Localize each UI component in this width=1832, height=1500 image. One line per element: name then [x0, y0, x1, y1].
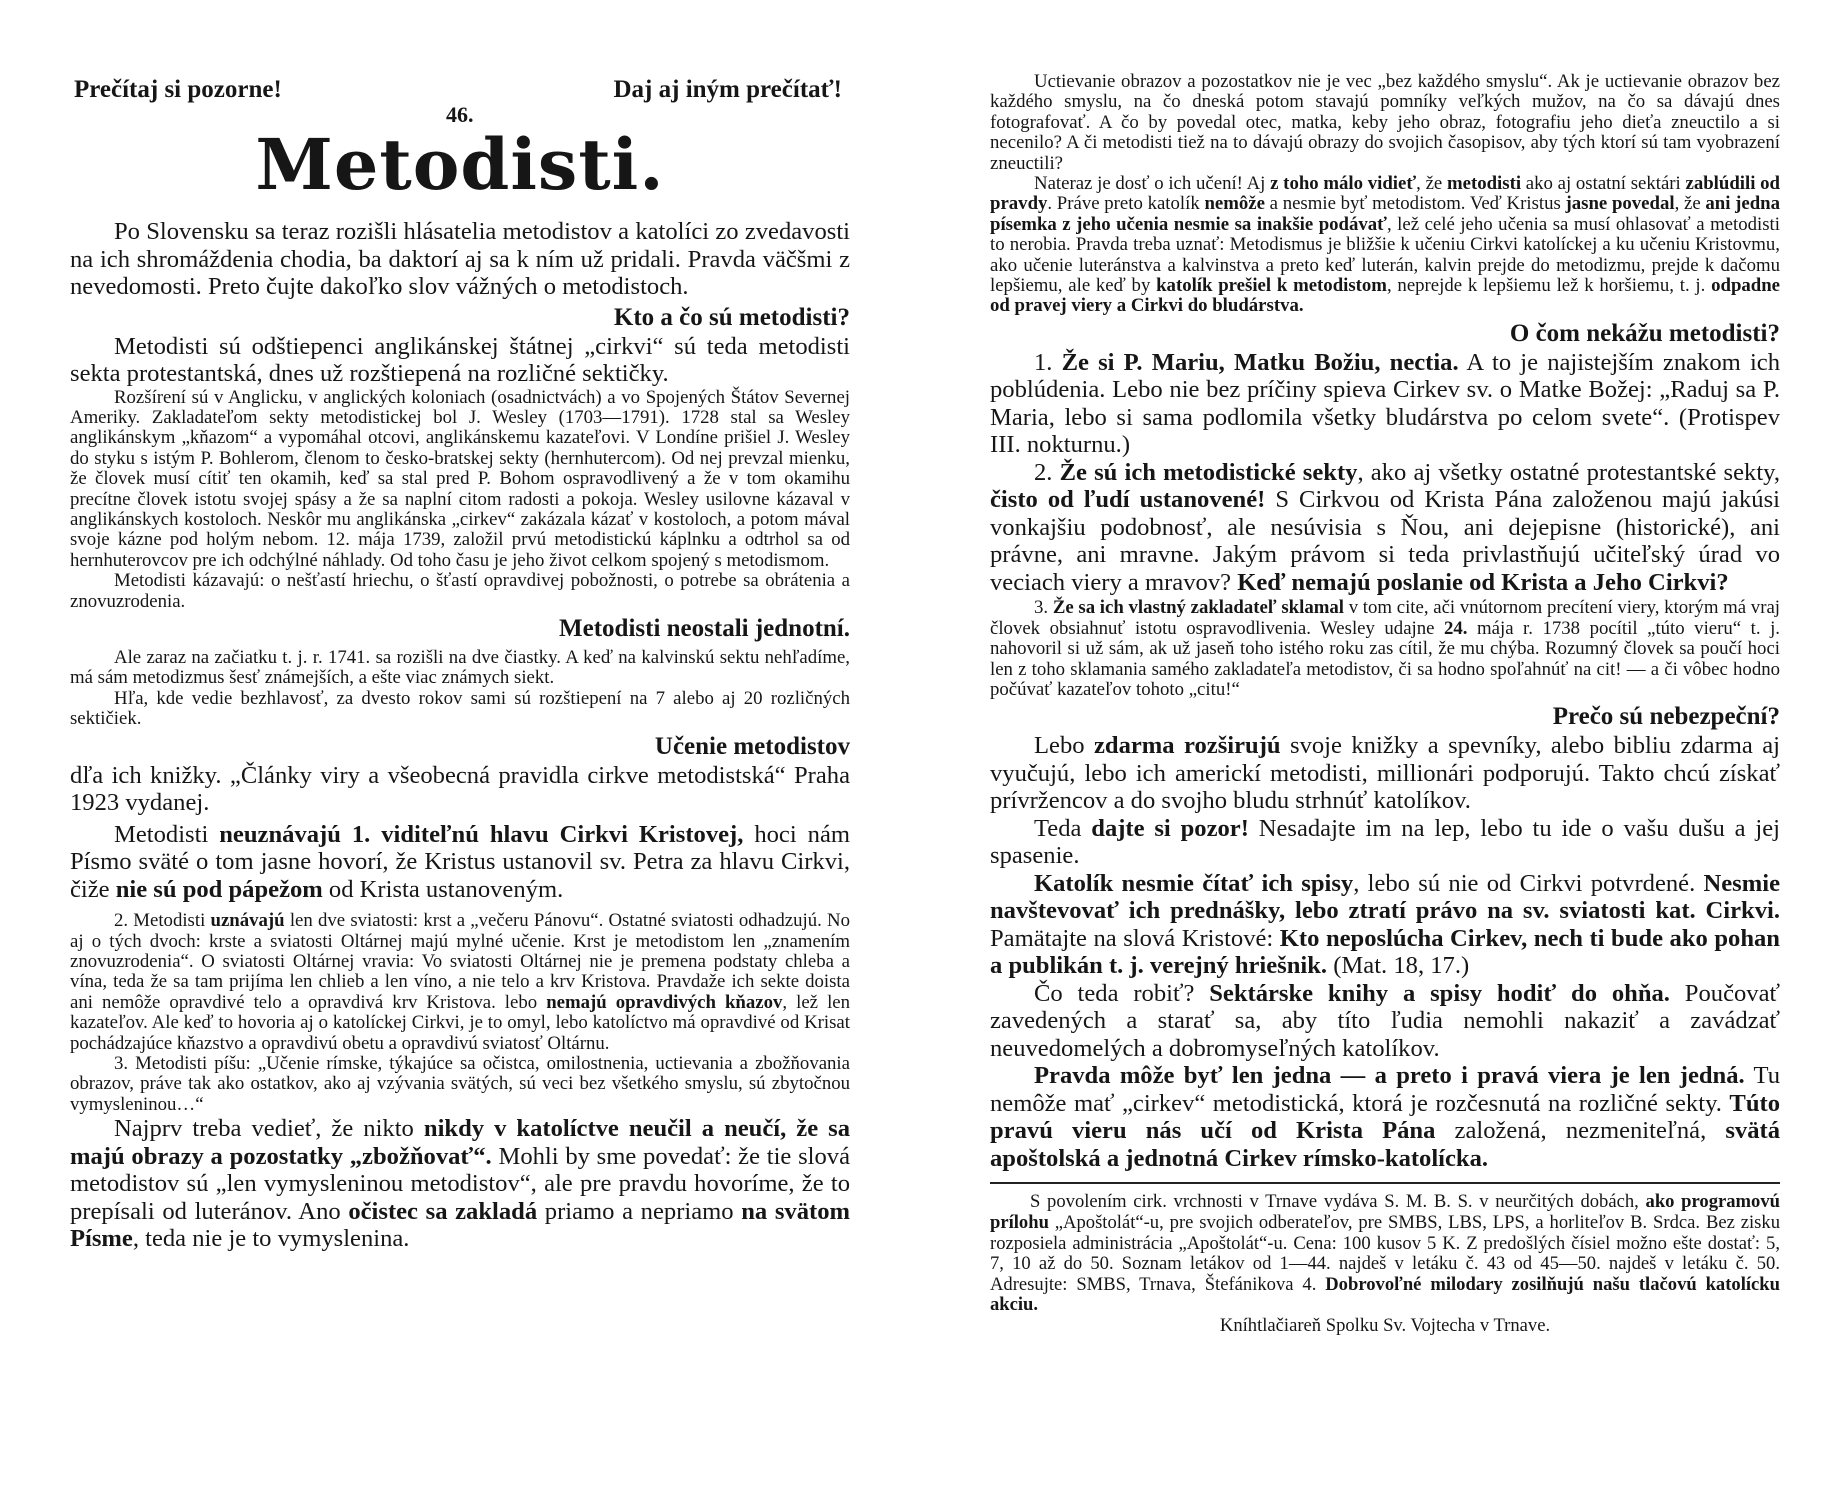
heading-not-preached: O čom nekážu metodisti? — [1509, 319, 1780, 347]
paragraph-images: Najprv treba vedieť, že nikto nikdy v katolíctve neučil a neučí, že sa majú obrazy a pozostatky „zbožňovať“. Mohli by sme povedať: že tie slová metodistov sú „len vymysleninou metodistov“, ale pre pravdu hovoríme, že to prepísali od luteránov. Ano očistec sa zakladá priamo a nepriamo na svätom Písme, teda nie je to vymyslenina. — [70, 1115, 850, 1253]
paragraph-sects-human: 2. Že sú ich metodistické sekty, ako aj všetky ostatné protestantské sekty, čisto od ľudí ustanovené! S Cirkvou od Krista Pána založenou majú jakúsi vonkajšiu podobnosť, ale nesúvisia s Ňou, ani dejepisne (historické), ani právne, ani mravne. Jakým právom si teda privlastňujú učiteľský úrad vo veciach viery a mravov? Keď nemajú poslanie od Krista a Jeho Cirkvi? — [990, 458, 1781, 596]
printer-line: Kníhtlačiareň Spolku Sv. Vojtecha v Trnave. — [1219, 1314, 1551, 1336]
paragraph-founder: 3. Že sa ich vlastný zakladateľ sklamal v tom cite, ači vnútornom precítení viery, ktorým má vraj človek obsiahnuť istotu ospravodlivenia. Wesley udajne 24. mája r. 1738 pocítil „túto vieru“ t. j. nahovoril si už sám, ak už jaseň toho istého roku zas cítil, že mu chýba. Rozumný človek sa poučí hoci len z toho sklamania samého zakladateľa metodistov, či sa hodno spoľahnúť na cit! — a či vôbec hodno počúvať kazateľov tohoto „citu!“ — [990, 597, 1781, 700]
paragraph-history: Rozšírení sú v Anglicku, v anglických koloniach (osadnictvách) a vo Spojených Štátov Severnej Ameriky. Zakladateľom sekty metodistickej bol J. Wesley (1703—1791). 1728 stal sa Wesley anglikánskym „kňazom“ a vypomáhal otcovi, anglikánskemu kazateľovi. V Londíne prišiel J. Wesley do styku s istým P. Bohlerom, členom to česko-bratskej sekty (hernhutercom). Od nej prevzal mienku, že človek musí cítiť ten okamih, keď sa stal pred P. Bohom ospravodlivený a že v tom okamihu precítne človek istotu svojej spásy a že sa naplní citom radosti a pokoja. Wesley usilovne kázaval v anglikánskych kostoloch. Neskôr mu anglikánska „cirkev“ zakázala kázať v kostoloch, a potom mával svoje kázne pod holým nebom. 12. mája 1739, založil prvú metodistickú káplnku a odtrhol sa od hernhuterovcov pre ich odchýlné náhlady. Od toho času je jeho život celkom spojený s metodismom. — [70, 386, 850, 571]
heading-not-united: Metodisti neostali jednotní. — [559, 614, 850, 642]
heading-teaching: Učenie metodistov — [654, 732, 850, 760]
paragraph-free-books: Lebo zdarma rozširujú svoje knižky a spevníky, alebo bibliu zdarma aj vyučujú, lebo ich americkí metodisti, millionári podporujú. Takto chcú získať prívržencov a do svojho bludu strhnúť katolíkov. — [990, 732, 1780, 815]
paragraph-quote: 3. Metodisti píšu: „Učenie rímske, týkajúce sa očistca, omilostnenia, uctievania a zbožňovania obrazov, práve tak ako ostatkov, ako aj vzývania svätých, sú veci bez všetkého smyslu, sú zbytočnou vymysleninou…“ — [70, 1052, 850, 1115]
issue-number: 46. — [446, 102, 474, 127]
right-page — [990, 66, 1780, 1476]
paragraph-one-truth: Pravda môže byť len jedna — a preto i pravá viera je len jedná. Tu nemôže mať „cirkev“ metodistická, ktorá je rozčesnutá na rozličné sekty. Túto pravú vieru nás učí od Krista Pána založená, nezmeniteľná, svätá apoštolská a jednotná Cirkev rímsko-katolícka. — [990, 1062, 1780, 1172]
heading-who-are-methodists: Kto a čo sú metodisti? — [613, 303, 850, 331]
heading-why-dangerous: Prečo sú nebezpeční? — [1552, 703, 1780, 731]
header-row — [70, 66, 850, 127]
paragraph-conclusion: Nateraz je dosť o ich učení! Aj z toho málo vidieť, že metodisti ako aj ostatní sektári zablúdili od pravdy. Práve preto katolík nemôže a nesmie byť metodistom. Veď Kristus jasne povedal, že ani jedna písemka z jeho učenia nesmie sa inakšie podávať, lež celé jeho učenia sa musí ohlasovať a metodisti to nerobia. Pravda treba uznať: Metodismus je bližšie k učeniu Cirkvi katolíckej a ku učeniu Kristovmu, ako učenie luteránstva a kalvinstva a preto keď luterán, kalvin prejde do metodizmu, prejde k dačomu lepšiemu, ale keď by katolík prešiel k metodistom, neprejde k lepšiemu lež k horšiemu, t. j. odpadne od pravej viery a Cirkvi do bludárstva. — [990, 173, 1781, 317]
paragraph-book: dľa ich knižky. „Články viry a všeobecná pravidla cirkve metodistská“ Praha 1923 vydanej. — [70, 761, 850, 817]
paragraph-sacraments: 2. Metodisti uznávajú len dve sviatosti: krst a „večeru Pánovu“. Ostatné sviatosti odhadzujú. No aj o tých dvoch: krste a sviatosti Oltárnej majú mylné učenie. Krst je metodistom len „znamením znovuzrodenia“. O sviatosti Oltárnej vravia: Vo sviatosti Oltárnej nie je premena podstaty chleba a vína, teda že sa tam prijíma len chlieb a len víno, a nie telo a krv Kristova. Pravdaže ich sekte doista ani nemôže opravdivé telo a opravdivá krv Kristova. lebo nemajú opravdivých kňazov, lež len kazateľov. Ale keď to hovoria aj o katolíckej Cirkvi, je to omyl, lebo katolíctvo má opravdivé od Krisat pochádzajúce kňazstvo a opravdivú obetu a opravdivú sviatosť Oltárnu. — [70, 910, 851, 1054]
paragraph-preaching: Metodisti kázavajú: o nešťastí hriechu, o šťastí opravdivej pobožnosti, o potrebe sa obrátenia a znovuzrodenia. — [70, 570, 850, 612]
publisher-note: S povolením cirk. vrchnosti v Trnave vydáva S. M. B. S. v neurčitých dobách, ako programovú prílohu „Apoštolát“-u, pre svojich odberateľov, pre SMBS, LBS, LPS, a horliteľov B. Srdca. Bez zisku rozposiela administrácia „Apoštolát“-u. Cena: 100 kusov 5 K. Z predošlých čísiel možno ešte dostať: 5, 7, 10 až do 50. Soznam letákov od 1—44. najdeš v letáku č. 43 od 45—50. najdeš v letáku č. 50. Adresujte: SMBS, Trnava, Štefánikova 4. Dobrovoľné milodary zosilňujú našu tlačovú katolícku akciu. — [990, 1191, 1780, 1316]
paragraph-veneration: Uctievanie obrazov a pozostatkov nie je vec „bez každého smyslu“. Ak je uctievanie obrazov bez každého smyslu, na čo dneská potom stavajú pomníky veľkých mužov, na čo sa dávajú dnes fotografovať. A čo by povedal otec, matka, keby jeho obraz, fotografiu jeho dieťa zneuctilo a si necenilo? A či metodisti tiež na to dávajú obrazy do svojich časopisov, aby tých ktorí sú tam vyobrazení zneuctili? — [990, 71, 1780, 174]
header-read-carefully: Prečítaj si pozorne! — [74, 76, 282, 103]
left-page — [70, 66, 850, 1476]
paragraph-split: Ale zaraz na začiatku t. j. r. 1741. sa rozišli na dve čiastky. A keď na kalvinskú sektu nehľadíme, má sám metodizmus šesť známejších, a ešte viac známych siekt. — [70, 646, 850, 689]
footer-divider — [990, 1182, 1780, 1184]
header-let-others-read: Daj aj iným prečítať! — [613, 76, 842, 103]
page-title: Metodisti. — [255, 123, 665, 206]
paragraph-what-to-do: Čo teda robiť? Sektárske knihy a spisy hodiť do ohňa. Poučovať zavedených a starať sa, aby títo ľudia nemohli nakaziť a zavádzať neuvedomelých a dobromyseľných katolíkov. — [990, 979, 1781, 1062]
paragraph-definition: Metodisti sú odštiepenci anglikánskej štátnej „cirkvi“ sú teda metodisti sekta protestantská, dnes už rozštiepená na rozličné sektičky. — [70, 332, 850, 387]
paragraph-mary: 1. Že si P. Mariu, Matku Božiu, nectia. A to je najistejším znakom ich poblúdenia. Lebo nie bez príčiny spieva Cirkev sv. o Matke Božej: „Raduj sa P. Maria, lebo si sama podlomila všetky bludárstva po celom svete“. (Protispev III. nokturnu.) — [990, 348, 1780, 459]
paragraph-pope: Metodisti neuznávajú 1. viditeľnú hlavu Cirkvi Kristovej, hoci nám Písmo sväté o tom jasne hovorí, že Kristus ustanovil sv. Petra za hlavu Cirkvi, čiže nie sú pod pápežom od Krista ustanoveným. — [70, 820, 850, 903]
paragraph-beware: Teda dajte si pozor! Nesadajte im na lep, lebo tu ide o vašu dušu a jej spasenie. — [990, 814, 1780, 870]
paragraph-sects: Hľa, kde vedie bezhlavosť, za dvesto rokov sami sú rozštiepení na 7 alebo aj 20 rozličných sektičiek. — [70, 687, 850, 730]
intro-paragraph: Po Slovensku sa teraz rozišli hlásatelia metodistov a katolíci zo zvedavosti na ich shromáždenia chodia, ba daktorí aj sa k ním už pridali. Pravda väčšmi z nevedomosti. Preto čujte dakoľko slov vážných o metodistoch. — [70, 218, 850, 300]
paragraph-prohibitions: Katolík nesmie čítať ich spisy, lebo sú nie od Cirkvi potvrdené. Nesmie navštevovať ich prednášky, lebo ztratí právo na sv. sviatosti kat. Cirkvi. Pamätajte na slová Kristové: Kto neposlúcha Cirkev, nech ti bude ako pohan a publikán t. j. verejný hriešnik. (Mat. 18, 17.) — [990, 869, 1780, 980]
